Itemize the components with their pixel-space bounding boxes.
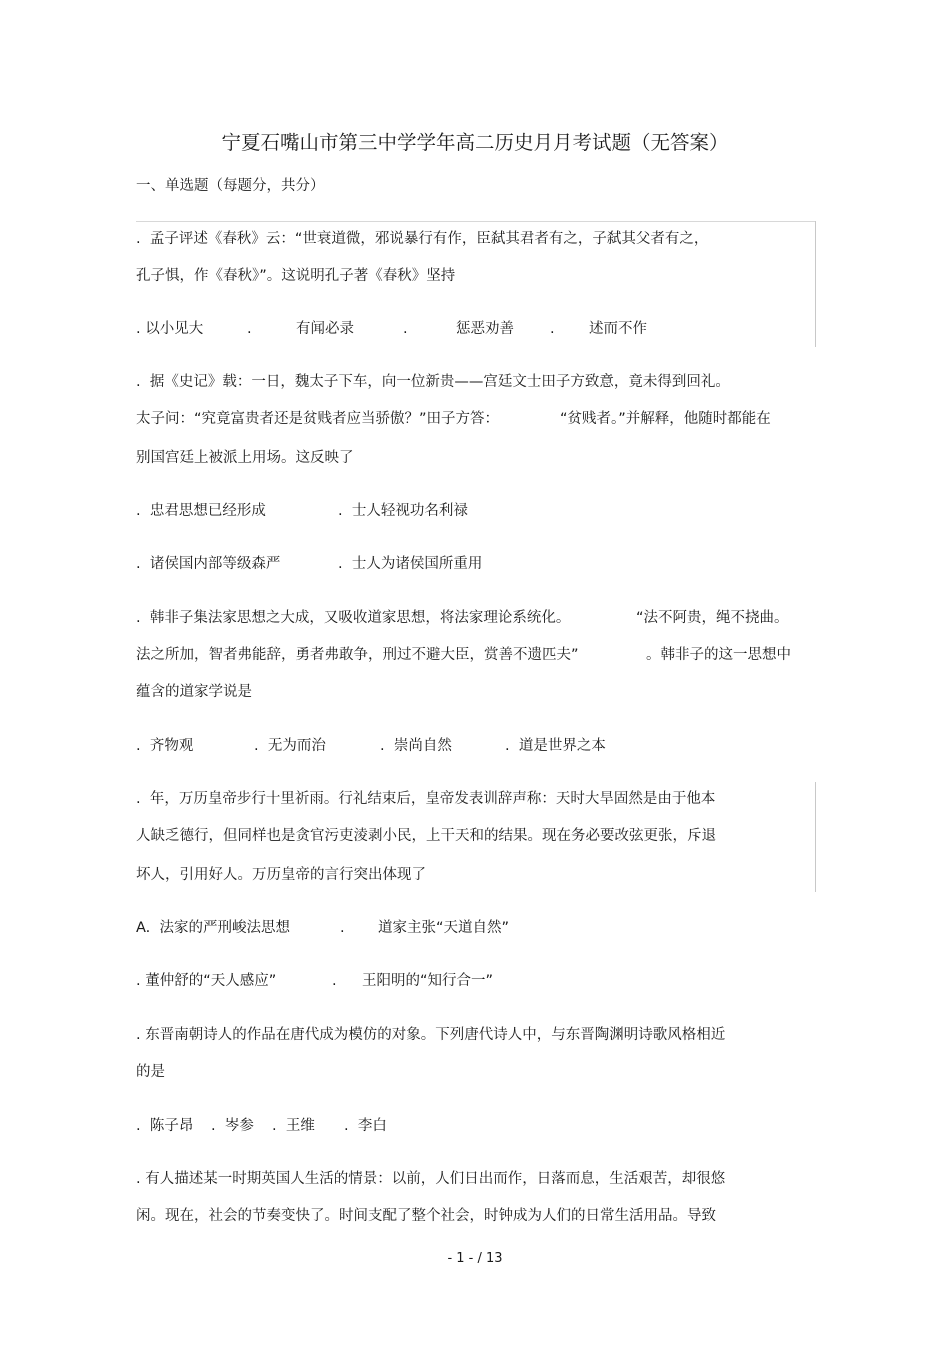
question-3-line-2a: 法之所加，智者弗能辞，勇者弗敢争，刑过不避大臣，赏善不遗匹夫” (136, 647, 579, 663)
question-1-option-d: 述而不作 (589, 321, 647, 337)
question-3-line-3: 蕴含的道家学说是 (136, 684, 252, 700)
question-4-option-b-marker: . (340, 920, 345, 936)
section-heading: 一、单选题（每题分，共分） (136, 178, 325, 194)
question-4-line-2: 人缺乏德行，但同样也是贪官污吏淩剥小民，上干天和的结果。现在务必要改弦更张，斥退 (136, 828, 716, 844)
question-1-option-c: 惩恶劝善 (456, 321, 514, 337)
question-6-line-1: . 有人描述某一时期英国人生活的情景：以前，人们日出而作，日落而息，生活艰苦，却很悠 (136, 1171, 726, 1187)
page-number: - 1 - / 13 (447, 1251, 503, 1266)
question-2-line-3: 别国宫廷上被派上用场。这反映了 (136, 450, 354, 466)
question-3-line-1b: “法不阿贵，绳不挠曲。 (636, 610, 789, 626)
question-3-option-d: . 道是世界之本 (505, 738, 606, 754)
page-title: 宁夏石嘴山市第三中学学年高二历史月月考试题（无答案） (221, 131, 729, 154)
question-4-line-3: 坏人，引用好人。万历皇帝的言行突出体现了 (136, 867, 426, 883)
question-3-line-2b: 。韩非子的这一思想中 (646, 647, 791, 663)
question-3-option-b: . 无为而治 (254, 738, 326, 754)
frame-right-line (815, 221, 816, 347)
question-4-option-a: A. 法家的严刑峻法思想 (136, 920, 290, 936)
question-5-option-d: . 李白 (344, 1118, 387, 1134)
question-2-option-d: . 士人为诸侯国所重用 (338, 556, 483, 572)
question-1-option-d-marker: . (550, 321, 555, 337)
question-1-line-1: . 孟子评述《春秋》云：“世衰道微，邪说暴行有作，臣弑其君者有之，子弑其父者有之， (136, 231, 709, 247)
question-2-option-a: . 忠君思想已经形成 (136, 503, 266, 519)
question-5-option-a: . 陈子昂 (136, 1118, 194, 1134)
question-2-option-b: . 士人轻视功名利禄 (338, 503, 468, 519)
question-3-option-c: . 崇尚自然 (380, 738, 452, 754)
question-5-line-2: 的是 (136, 1064, 165, 1080)
question-4-option-d: 王阳明的“知行合一” (362, 973, 494, 989)
question-1-option-c-marker: . (403, 321, 408, 337)
question-5-option-b: . 岑参 (211, 1118, 254, 1134)
question-2-option-c: . 诸侯国内部等级森严 (136, 556, 281, 572)
question-4-option-c: . 董仲舒的“天人感应” (136, 973, 277, 989)
question-1-option-b-marker: . (247, 321, 252, 337)
question-6-line-2: 闲。现在，社会的节奏变快了。时间支配了整个社会，时钟成为人们的日常生活用品。导致 (136, 1208, 716, 1224)
question-5-option-c: . 王维 (272, 1118, 315, 1134)
question-4-option-b: 道家主张“天道自然” (378, 920, 510, 936)
question-2-line-2b: “贫贱者。”并解释，他随时都能在 (560, 411, 771, 427)
question-3-line-1a: . 韩非子集法家思想之大成，又吸收道家思想，将法家理论系统化。 (136, 610, 571, 626)
question-2-line-1: . 据《史记》载：一日，魏太子下车，向一位新贵——宫廷文士田子方致意，竟未得到回礼。 (136, 374, 730, 390)
question-3-option-a: . 齐物观 (136, 738, 194, 754)
question-5-line-1: . 东晋南朝诗人的作品在唐代成为模仿的对象。下列唐代诗人中，与东晋陶渊明诗歌风格相近 (136, 1027, 726, 1043)
question-1-line-2: 孔子惧，作《春秋》”。这说明孔子著《春秋》坚持 (136, 268, 456, 284)
question-4-option-d-marker: . (332, 973, 337, 989)
frame-top-line (136, 221, 816, 222)
frame-right-line-2 (815, 782, 816, 892)
question-1-option-a: . 以小见大 (136, 321, 204, 337)
question-4-line-1: . 年，万历皇帝步行十里祈雨。行礼结束后，皇帝发表训辞声称：天时大旱固然是由于他本 (136, 791, 716, 807)
question-1-option-b: 有闻必录 (296, 321, 354, 337)
question-2-line-2a: 太子问：“究竟富贵者还是贫贱者应当骄傲？”田子方答： (136, 411, 500, 427)
